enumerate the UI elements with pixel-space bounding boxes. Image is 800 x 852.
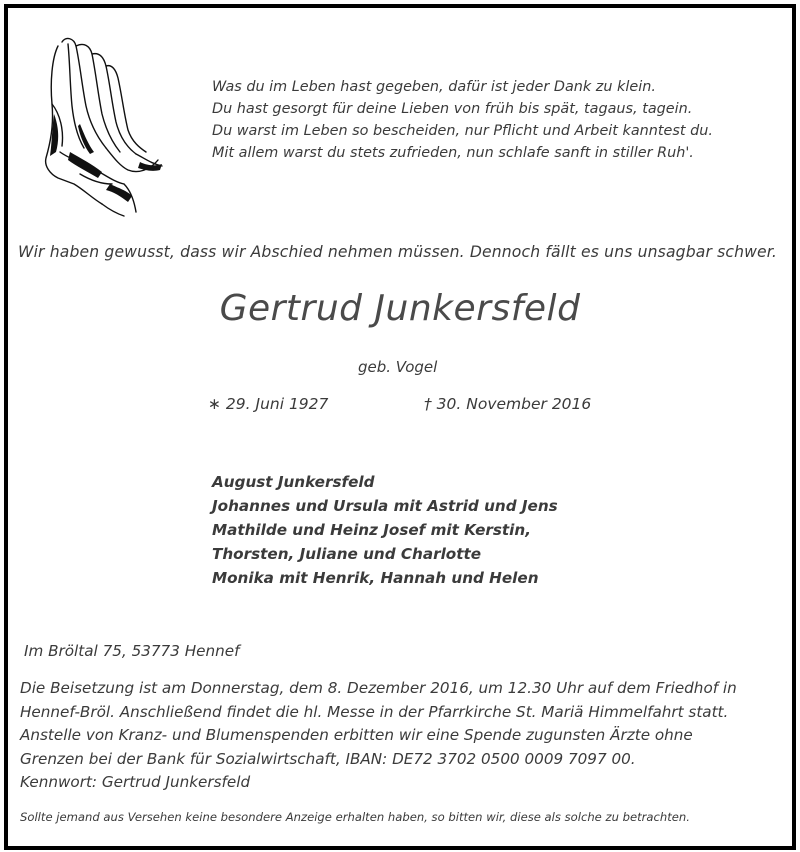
poem-line: Du warst im Leben so bescheiden, nur Pflicht und Arbeit kanntest du. <box>212 123 713 139</box>
footer-note: Sollte jemand aus Versehen keine besondere Anzeige erhalten haben, so bitten wir, diese als solche zu betrachten. <box>20 810 690 824</box>
birth-date: ∗ 29. Juni 1927 <box>208 395 329 413</box>
poem-line: Du hast gesorgt für deine Lieben von früh bis spät, tagaus, tagein. <box>212 101 693 117</box>
funeral-details <box>20 677 737 795</box>
details-line: Die Beisetzung ist am Donnerstag, dem 8. Dezember 2016, um 12.30 Uhr auf dem Friedhof in <box>20 679 737 697</box>
family-member: August Junkersfeld <box>212 473 375 491</box>
poem-line: Mit allem warst du stets zufrieden, nun schlafe sanft in stiller Ruh'. <box>212 145 694 161</box>
maiden-name: geb. Vogel <box>358 358 438 376</box>
family-member: Thorsten, Juliane und Charlotte <box>212 545 482 563</box>
address: Im Bröltal 75, 53773 Hennef <box>24 642 240 660</box>
details-line: Hennef-Bröl. Anschließend findet die hl. Messe in der Pfarrkirche St. Mariä Himmelfahrt statt. <box>20 702 729 721</box>
family-member: Monika mit Henrik, Hannah und Helen <box>212 569 539 587</box>
deceased-name: Gertrud Junkersfeld <box>219 288 581 329</box>
poem <box>212 76 713 164</box>
details-line: Grenzen bei der Bank für Sozialwirtschaft, IBAN: DE72 3702 0500 0009 7097 00. <box>20 749 636 768</box>
death-date: † 30. November 2016 <box>424 395 592 413</box>
poem-line: Was du im Leben hast gegeben, dafür ist jeder Dank zu klein. <box>212 79 656 95</box>
family-member: Mathilde und Heinz Josef mit Kerstin, <box>212 521 531 539</box>
family-member: Johannes und Ursula mit Astrid und Jens <box>212 497 558 515</box>
details-line: Kennwort: Gertrud Junkersfeld <box>20 773 251 791</box>
intro-text: Wir haben gewusst, dass wir Abschied nehmen müssen. Dennoch fällt es uns unsagbar schwer. <box>18 243 778 261</box>
praying-hands-icon <box>40 34 170 220</box>
details-line: Anstelle von Kranz- und Blumenspenden erbitten wir eine Spende zugunsten Ärzte ohne <box>20 726 693 744</box>
family-list <box>212 470 558 590</box>
